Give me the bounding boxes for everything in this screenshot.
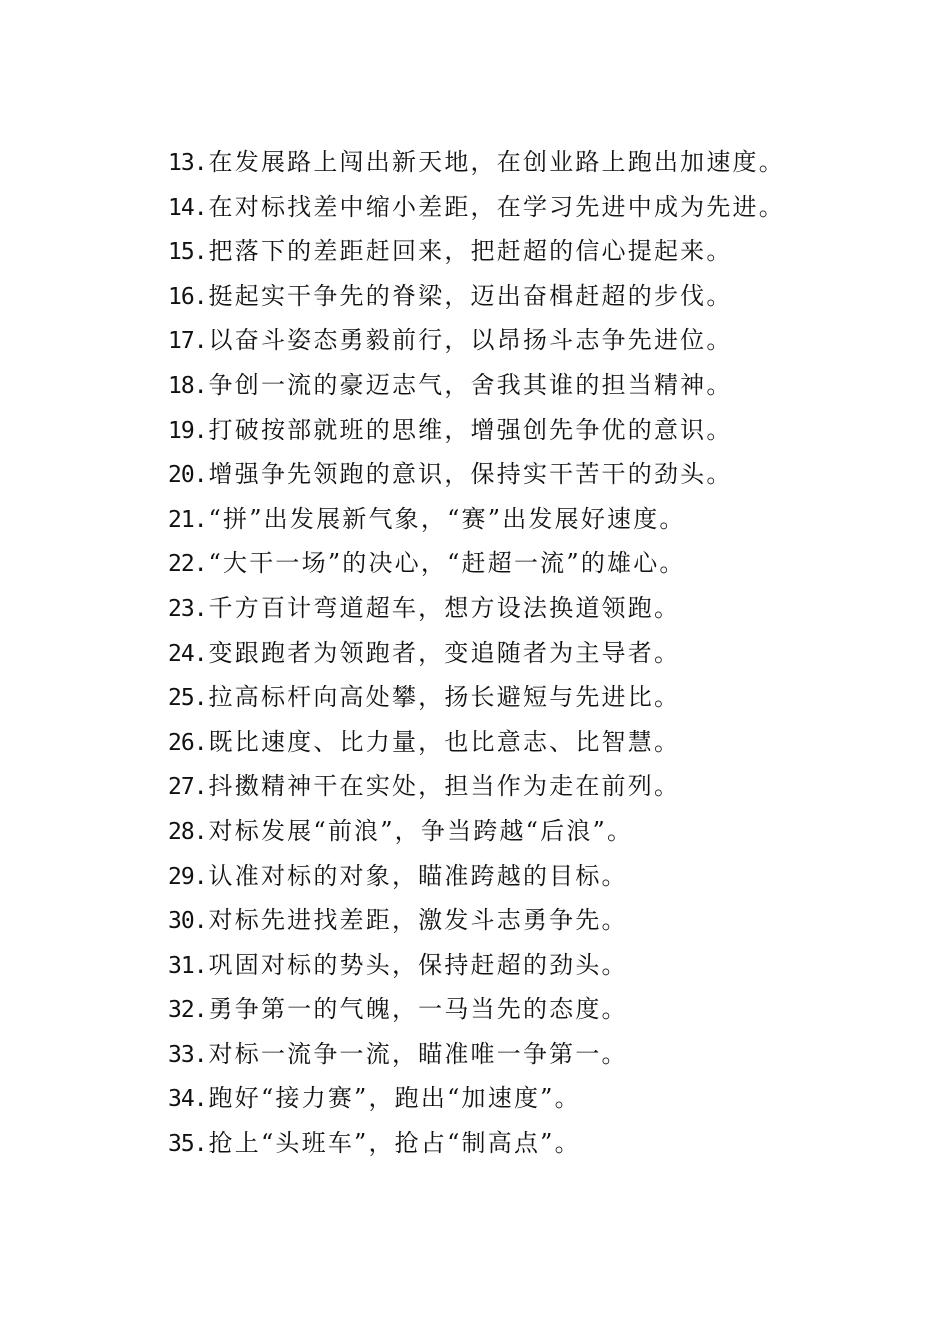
list-item	[168, 229, 868, 274]
item-text: 千方百计弯道超车，想方设法换道领跑。	[208, 593, 681, 622]
item-text: 抢上“头班车”，抢占“制高点”。	[208, 1129, 581, 1158]
list-item	[168, 854, 868, 899]
list-item	[168, 720, 868, 765]
item-number: 33.	[168, 1041, 207, 1068]
item-number: 14.	[168, 194, 207, 221]
item-text: 对标先进找差距，激发斗志勇争先。	[208, 906, 628, 935]
item-number: 25.	[168, 685, 207, 712]
item-number: 28.	[168, 818, 207, 845]
list-item	[168, 541, 868, 586]
item-text: 既比速度、比力量，也比意志、比智慧。	[208, 727, 681, 756]
list-item	[168, 185, 868, 230]
item-text: 认准对标的对象，瞄准跨越的目标。	[208, 861, 628, 890]
list-item	[168, 943, 868, 988]
item-text: 变跟跑者为领跑者，变追随者为主导者。	[208, 638, 681, 667]
item-number: 24.	[168, 640, 207, 667]
list-item	[168, 363, 868, 408]
list-item	[168, 1121, 868, 1166]
item-number: 31.	[168, 952, 207, 979]
item-number: 20.	[168, 462, 207, 489]
item-text: 勇争第一的气魄，一马当先的态度。	[208, 995, 628, 1024]
item-number: 15.	[168, 239, 207, 266]
list-item	[168, 764, 868, 809]
list-item	[168, 140, 868, 185]
item-number: 32.	[168, 997, 207, 1024]
list-item	[168, 809, 868, 854]
list-item	[168, 1076, 868, 1121]
item-number: 22.	[168, 551, 207, 578]
item-number: 18.	[168, 372, 207, 399]
item-text: 巩固对标的势头，保持赶超的劲头。	[208, 950, 628, 979]
item-number: 35.	[168, 1131, 207, 1158]
item-text: 在对标找差中缩小差距，在学习先进中成为先进。	[208, 192, 785, 221]
item-text: 以奋斗姿态勇毅前行，以昂扬斗志争先进位。	[208, 326, 733, 355]
list-item	[168, 497, 868, 542]
item-text: “拼”出发展新气象，“赛”出发展好速度。	[208, 504, 686, 533]
list-item	[168, 274, 868, 319]
list-item	[168, 898, 868, 943]
item-text: 对标发展“前浪”，争当跨越“后浪”。	[208, 816, 634, 845]
list-item	[168, 408, 868, 453]
list-item	[168, 675, 868, 720]
list-item	[168, 452, 868, 497]
document-body	[168, 140, 868, 1166]
item-number: 23.	[168, 595, 207, 622]
item-text: “大干一场”的决心，“赶超一流”的雄心。	[208, 549, 686, 578]
item-text: 增强争先领跑的意识，保持实干苦干的劲头。	[208, 460, 733, 489]
item-number: 30.	[168, 908, 207, 935]
item-number: 17.	[168, 328, 207, 355]
item-number: 27.	[168, 774, 207, 801]
item-number: 19.	[168, 417, 207, 444]
item-text: 跑好“接力赛”，跑出“加速度”。	[208, 1084, 581, 1113]
list-item	[168, 631, 868, 676]
list-item	[168, 987, 868, 1032]
item-number: 29.	[168, 863, 207, 890]
item-number: 13.	[168, 150, 207, 176]
item-number: 26.	[168, 729, 207, 756]
item-text: 在发展路上闯出新天地，在创业路上跑出加速度。	[208, 148, 785, 176]
item-text: 拉高标杆向高处攀，扬长避短与先进比。	[208, 683, 681, 712]
item-text: 争创一流的豪迈志气，舍我其谁的担当精神。	[208, 370, 733, 399]
item-text: 打破按部就班的思维，增强创先争优的意识。	[208, 415, 733, 444]
item-text: 对标一流争一流，瞄准唯一争第一。	[208, 1039, 628, 1068]
item-number: 16.	[168, 283, 207, 310]
item-number: 34.	[168, 1086, 207, 1113]
item-text: 挺起实干争先的脊梁，迈出奋楫赶超的步伐。	[208, 281, 733, 310]
item-text: 抖擞精神干在实处，担当作为走在前列。	[208, 772, 681, 801]
list-item	[168, 1032, 868, 1077]
item-number: 21.	[168, 506, 207, 533]
list-item	[168, 586, 868, 631]
item-text: 把落下的差距赶回来，把赶超的信心提起来。	[208, 237, 733, 266]
list-item	[168, 318, 868, 363]
